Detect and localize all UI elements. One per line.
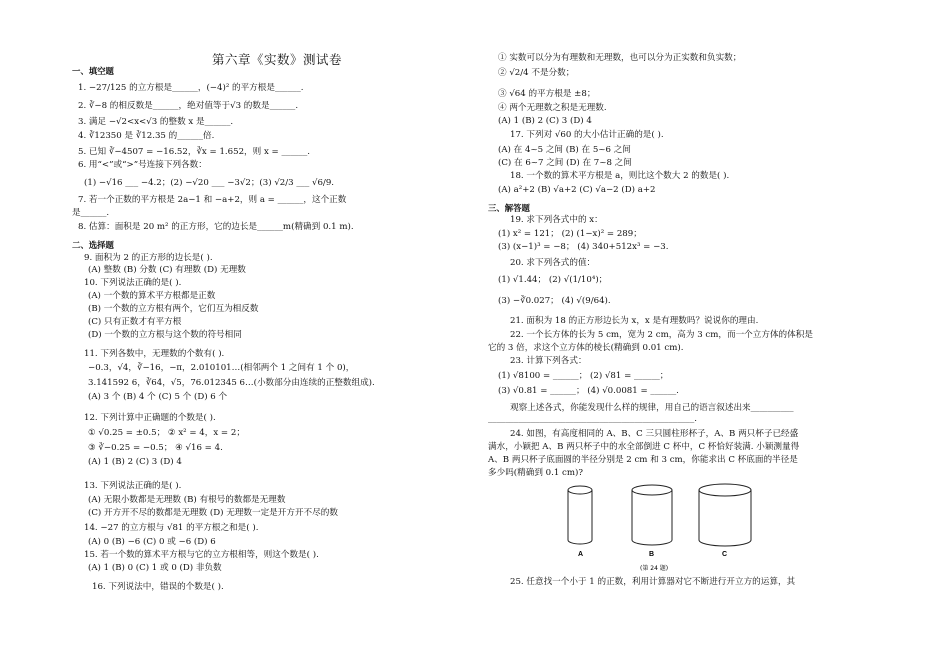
question-line: 5. 已知 ∛−4507 = −16.52，∛x = 1.652，则 x = ______.: [78, 147, 310, 157]
question-line: 25. 任意找一个小于 1 的正数，利用计算器对它不断进行开立方的运算，其: [510, 577, 796, 587]
question-line: (C) 在 6~7 之间 (D) 在 7~8 之间: [498, 158, 632, 168]
question-line: (1) −√16 ___ −4.2；(2) −√20 ___ −3√2；(3) √2/3 ___ √6/9.: [84, 178, 335, 188]
question-line: 20. 求下列各式的值：: [510, 258, 596, 268]
question-line: 14. −27 的立方根与 √81 的平方根之和是( ).: [84, 523, 259, 533]
section-heading: 三、解答题: [488, 203, 530, 213]
question-line: 它的 3 倍，求这个立方体的棱长(精确到 0.01 cm).: [488, 343, 684, 353]
question-line: ③ √64 的平方根是 ±8；: [498, 89, 596, 99]
cylinder-figure: [560, 478, 760, 578]
question-line: 观察上述各式，你能发现什么样的规律，用自己的语言叙述出来__________: [510, 403, 794, 413]
question-line: (A) 0 (B) −6 (C) 0 或 −6 (D) 6: [88, 537, 216, 547]
question-line: 19. 求下列各式中的 x：: [510, 215, 603, 225]
question-line: 4. ∛12350 是 ∛12.35 的______倍.: [78, 131, 215, 141]
cylinder-b: [632, 485, 672, 545]
question-line: 3. 满足 −√2<x<√3 的整数 x 是______.: [78, 117, 234, 127]
question-line: 21. 面积为 18 的正方形边长为 x，x 是有理数吗？说说你的理由.: [510, 316, 759, 326]
question-line: 2. ∛−8 的相反数是______，绝对值等于√3 的数是______.: [78, 101, 299, 111]
question-line: 12. 下列计算中正确题的个数是( ).: [84, 413, 216, 423]
question-line: (A) 1 (B) 2 (C) 3 (D) 4: [88, 457, 182, 467]
question-line: 1. −27/125 的立方根是______，(−4)² 的平方根是______.: [78, 83, 304, 93]
question-line: 7. 若一个正数的平方根是 2a−1 和 −a+2，则 a = ______，这个正数: [78, 195, 347, 205]
question-line: ③ ∛−0.25 = −0.5； ④ √16 = 4.: [88, 443, 223, 453]
question-line: (C) 只有正数才有平方根: [88, 317, 182, 327]
question-line: (1) x² = 121； (2) (1−x)² = 289；: [498, 229, 642, 239]
question-line: (A) 3 个 (B) 4 个 (C) 5 个 (D) 6 个: [88, 392, 228, 402]
question-line: 23. 计算下列各式：: [510, 356, 587, 366]
question-line: ① 实数可以分为有理数和无理数，也可以分为正实数和负实数；: [498, 53, 742, 63]
question-line: 多少吗(精确到 0.1 cm)?: [488, 468, 583, 478]
label-b: B: [649, 551, 655, 558]
question-line: (3) (x−1)³ = −8； (4) 340+512x³ = −3.: [498, 242, 669, 252]
question-line: (3) √0.81 = ______； (4) √0.0081 = ______.: [498, 386, 679, 396]
question-line: (1) √1.44； (2) √(1/10⁴)；: [498, 275, 608, 285]
question-line: 17. 下列对 √60 的大小估计正确的是( ).: [510, 130, 664, 140]
question-line: 13. 下列说法正确的是( ).: [84, 481, 182, 491]
question-line: (1) √8100 = ______； (2) √81 = ______；: [498, 371, 669, 381]
question-line: ② √2/4 不是分数；: [498, 68, 575, 78]
section-heading: 一、填空题: [72, 66, 114, 76]
question-line: 满水，小颖把 A、B 两只杯子中的水全部倒进 C 杯中，C 杯恰好装满. 小颖测量得: [488, 442, 800, 452]
question-line: 15. 若一个数的算术平方根与它的立方根相等，则这个数是( ).: [84, 550, 319, 560]
question-line: ________________________________________________.: [488, 414, 697, 424]
question-line: 11. 下列各数中，无理数的个数有( ).: [84, 349, 225, 359]
question-line: 3.141592 6，∛64，√5，76.012345 6…(小数部分由连续的正整数组成).: [88, 378, 375, 388]
question-line: (A) 一个数的算术平方根都是正数: [88, 291, 216, 301]
question-line: 18. 一个数的算术平方根是 a，则比这个数大 2 的数是( ).: [510, 171, 730, 181]
question-line: (B) 一个数的立方根有两个，它们互为相反数: [88, 304, 259, 314]
section-heading: 二、选择题: [72, 240, 114, 250]
question-line: (3) −∛0.027； (4) √(9/64).: [498, 296, 611, 306]
question-line: (A) 1 (B) 2 (C) 3 (D) 4: [498, 116, 592, 126]
page-title: 第六章《实数》测试卷: [212, 52, 343, 67]
question-line: (A) 无限小数都是无理数 (B) 有根号的数都是无理数: [88, 495, 286, 505]
question-line: (A) 在 4~5 之间 (B) 在 5~6 之间: [498, 145, 631, 155]
question-line: 10. 下列说法正确的是( ).: [84, 278, 182, 288]
question-line: 9. 面积为 2 的正方形的边长是( ).: [84, 253, 213, 263]
question-line: A、B 两只杯子底面圆的半径分别是 2 cm 和 3 cm，你能求出 C 杯底面的半径是: [488, 455, 798, 465]
question-line: 6. 用“<”或“>”号连接下列各数：: [78, 160, 207, 170]
question-line: (A) a²+2 (B) √a+2 (C) √a−2 (D) a+2: [498, 185, 656, 195]
question-line: (D) 一个数的立方根与这个数的符号相同: [88, 330, 242, 340]
question-line: (C) 开方开不尽的数都是无理数 (D) 无理数一定是开方开不尽的数: [88, 508, 338, 518]
question-line: 24. 如图，有高度相同的 A、B、C 三只圆柱形杯子，A、B 两只杯子已经盛: [510, 429, 799, 439]
label-a: A: [578, 551, 584, 558]
question-line: ① √0.25 = ±0.5； ② x² = 4，x = 2；: [88, 428, 245, 438]
cylinder-c: [699, 484, 751, 546]
label-c: C: [722, 551, 728, 558]
question-line: (A) 1 (B) 0 (C) 1 或 0 (D) 非负数: [88, 563, 222, 573]
question-line: 8. 估算：面积是 20 m² 的正方形，它的边长是______m(精确到 0.1 m).: [78, 222, 354, 232]
question-line: (A) 整数 (B) 分数 (C) 有理数 (D) 无理数: [88, 265, 246, 275]
question-line: 是______.: [72, 208, 110, 218]
question-line: 22. 一个长方体的长为 5 cm，宽为 2 cm，高为 3 cm，而一个立方体的体积是: [510, 330, 813, 340]
question-line: −0.3，√4，∛−16，−π，2.010101…(相邻两个 1 之间有 1 个 0)，: [88, 363, 355, 373]
question-line: 16. 下列说法中，错误的个数是( ).: [92, 582, 224, 592]
cylinder-a: [568, 486, 592, 544]
question-line: ④ 两个无理数之积是无理数.: [498, 103, 607, 113]
figure-caption: (第 24 题): [640, 565, 669, 572]
